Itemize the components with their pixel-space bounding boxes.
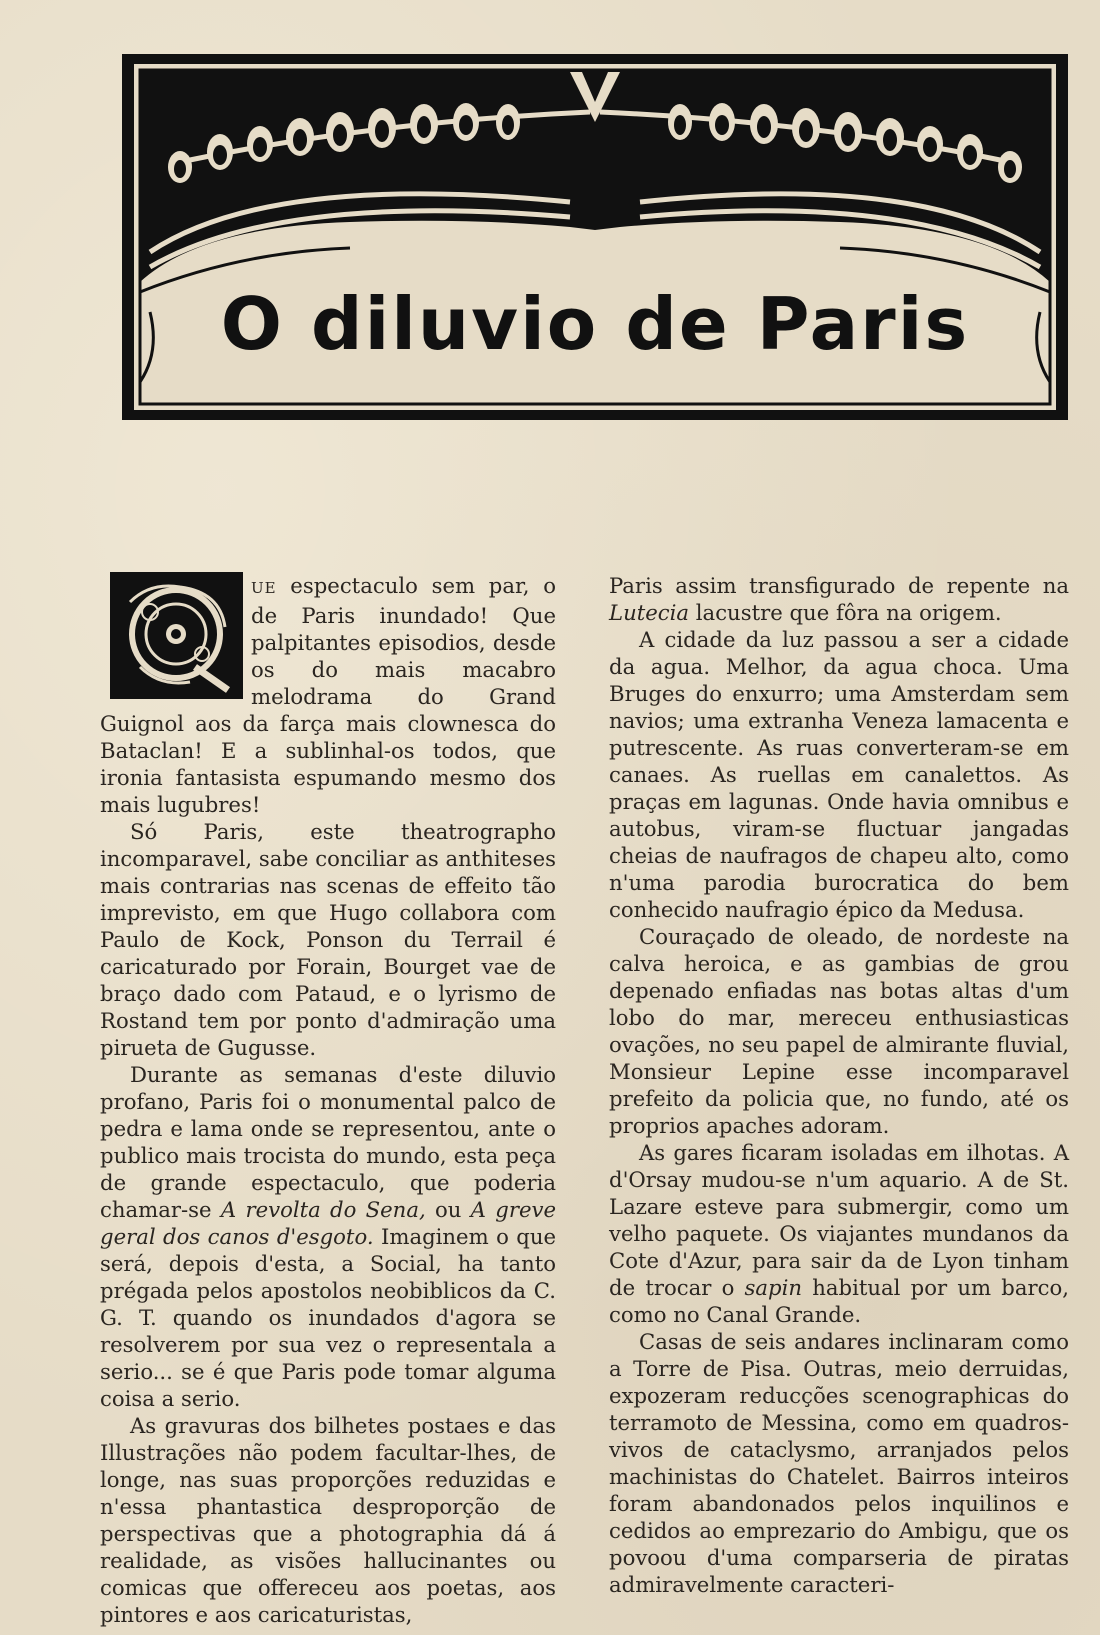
paragraph-7: Couraçado de oleado, de nordeste na calva heroica, e as gambias de grou depenado enfiadas nas botas altas d'um lobo do mar, mereceu enthusiasticas ovações, no seu papel de almirante fluvial, Monsieur Lepine esse incomparavel prefeito da policia que, no fundo, até os proprios apaches adoram. (609, 924, 1069, 1138)
paragraph-4: As gravuras dos bilhetes postaes e das Illustrações não podem facultar-lhes, de longe, nas suas proporções reduzidas e n'essa phantastica desproporção de perspectivas que a photographia dá á realidade, as visões hallucinantes ou comicas que offereceu aos poetas, aos pintores e aos caricaturistas, (100, 1413, 556, 1627)
art-nouveau-header-ornament (120, 52, 1070, 422)
paragraph-5: Paris assim transfigurado de repente na Lutecia lacustre que fôra na origem. (609, 573, 1069, 625)
floral-ornament-icon (120, 52, 1070, 422)
paragraph-9: Casas de seis andares inclinaram como a Torre de Pisa. Outras, meio derruidas, expozeram reducções scenographicas do terramoto de Messina, como em quadros-vivos de cataclysmo, arranjados pelos machinistas do Chatelet. Bairros inteiros foram abandonados pelos inquilinos e cedidos ao emprezario do Ambigu, que os povoou d'uma comparseria de piratas admiravelmente caracteri- (609, 1329, 1069, 1597)
right-column (609, 572, 1069, 1598)
paragraph-6: A cidade da luz passou a ser a cidade da agua. Melhor, da agua choca. Uma Bruges do enxurro; uma Amsterdam sem navios; uma extranha Veneza lamacenta e putrescente. As ruas converteram-se em canaes. As ruellas em canalettos. As praças em lagunas. Onde havia omnibus e autobus, viram-se fluctuar jangadas cheias de naufragos de chapeu alto, como n'uma parodia burocratica do bem conhecido naufragio épico da Medusa. (609, 627, 1069, 922)
paragraph-8: As gares ficaram isoladas em ilhotas. A d'Orsay mudou-se n'um aquario. A de St. Lazare esteve para submergir, como um velho paquete. Os viajantes mundanos da Cote d'Azur, para sair da de Lyon tinham de trocar o sapin habitual por um barco, como no Canal Grande. (609, 1140, 1069, 1327)
paragraph-1: UE espectaculo sem par, o de Paris inundado! Que palpitantes episodios, desde os do mais macabro melodrama do Grand Guignol aos da farça mais clownesca do Bataclan! E a sublinhal-os todos, que ironia fantasista espumando mesmo dos mais lugubres! (100, 573, 556, 817)
dropcap-rest: UE (251, 579, 277, 597)
article-title: O diluvio de Paris (220, 282, 970, 366)
paragraph-2: Só Paris, este theatrographo incomparavel, sabe conciliar as anthiteses mais contrarias nas scenas de effeito tão imprevisto, em que Hugo collabora com Paulo de Kock, Ponson du Terrail é caricaturado por Forain, Bourget vae de braço dado com Pataud, e o lyrismo de Rostand tem por ponto d'admiração uma pirueta de Gugusse. (100, 819, 556, 1060)
ornamental-q-icon (110, 572, 243, 699)
paragraph-3: Durante as semanas d'este diluvio profano, Paris foi o monumental palco de pedra e lama onde se representou, ante o publico mais trocista do mundo, esta peça de grande espectaculo, que poderia chamar-se A revolta do Sena, ou A greve geral dos canos d'esgoto. Imaginem o que será, depois d'esta, a Social, ha tanto prégada pelos apostolos neobiblicos da C. G. T. quando os inundados d'agora se resolverem por sua vez o representala a serio... se é que Paris pode tomar alguma coisa a serio. (100, 1062, 557, 1411)
dropcap-q (110, 572, 243, 699)
left-column (100, 572, 556, 1628)
